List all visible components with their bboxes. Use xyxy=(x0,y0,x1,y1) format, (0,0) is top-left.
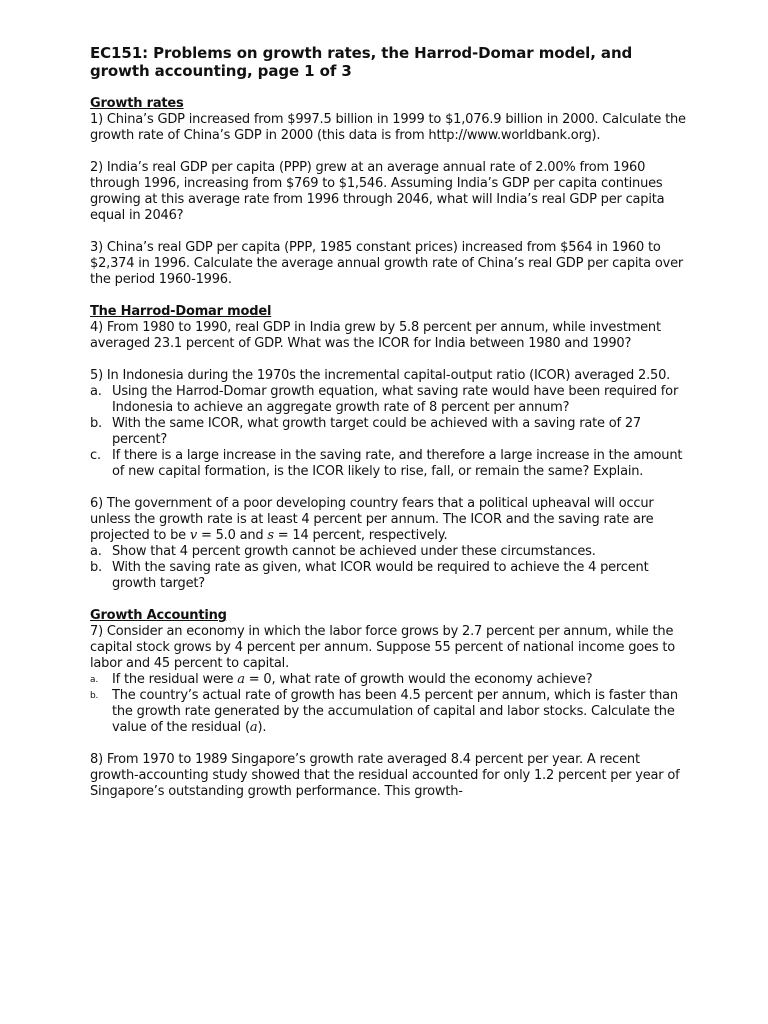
saving-rate-symbol: s xyxy=(267,528,274,543)
question-6a xyxy=(90,544,690,560)
question-8: 8) From 1970 to 1989 Singapore’s growth rate averaged 8.4 percent per year. A recent growth-accounting study showed that the residual accounted for only 1.2 percent per year of Singapore’s outstanding growth performance. This growth- xyxy=(90,752,680,799)
option-text-part: = 0, what rate of growth would the economy achieve? xyxy=(244,672,593,687)
option-label: b. xyxy=(90,416,102,431)
question-5a xyxy=(90,384,690,416)
question-4: 4) From 1980 to 1990, real GDP in India grew by 5.8 percent per annum, while investment averaged 23.1 percent of GDP. What was the ICOR for India between 1980 and 1990? xyxy=(90,320,661,351)
document-body xyxy=(90,44,690,800)
option-text: With the saving rate as given, what ICOR would be required to achieve the 4 percent growth target? xyxy=(112,560,649,591)
option-text xyxy=(112,688,690,736)
option-text-part: The country’s actual rate of growth has been 4.5 percent per annum, which is faster than the growth rate generated by the accumulation of capital and labor stocks. Calculate the value of the residual ( xyxy=(112,688,678,735)
option-label: a. xyxy=(90,544,102,559)
option-text: Using the Harrod-Domar growth equation, what saving rate would have been required for Indonesia to achieve an aggregate growth rate of 8 percent per annum? xyxy=(112,384,679,415)
option-text: With the same ICOR, what growth target could be achieved with a saving rate of 27 percent? xyxy=(112,416,641,447)
question-6-text: 6) The government of a poor developing country fears that a political upheaval will occur unless the growth rate is at least 4 percent per annum. The ICOR and the saving rate are projected to be xyxy=(90,496,654,543)
question-7b xyxy=(90,688,690,736)
question-5b xyxy=(90,416,690,448)
question-6-intro xyxy=(90,496,690,544)
question-5-intro: 5) In Indonesia during the 1970s the incremental capital-output ratio (ICOR) averaged 2.50. xyxy=(90,368,671,383)
residual-symbol: a xyxy=(237,672,245,687)
question-6b xyxy=(90,560,690,592)
question-5c xyxy=(90,448,690,480)
option-label: c. xyxy=(90,448,101,463)
residual-symbol: a xyxy=(249,720,258,735)
question-7-intro: 7) Consider an economy in which the labor force grows by 2.7 percent per annum, while the capital stock grows by 4 percent per annum. Suppose 55 percent of national income goes to labor and 45 percent to capital. xyxy=(90,624,675,671)
page-title: EC151: Problems on growth rates, the Harrod-Domar model, and growth accounting, page 1 of 3 xyxy=(90,44,633,80)
option-text: If there is a large increase in the saving rate, and therefore a large increase in the amount of new capital formation, is the ICOR likely to rise, fall, or remain the same? Explain. xyxy=(112,448,683,479)
icor-symbol: v xyxy=(189,528,198,543)
option-label: a. xyxy=(90,675,98,685)
icor-value: = 5.0 and xyxy=(197,528,268,543)
option-label: a. xyxy=(90,384,102,399)
question-7a xyxy=(90,672,690,688)
option-text-part: If the residual were xyxy=(112,672,238,687)
option-label: b. xyxy=(90,560,102,575)
option-text-part: ). xyxy=(257,720,267,735)
section-heading-growth-rates: Growth rates xyxy=(90,96,184,111)
option-text: Show that 4 percent growth cannot be achieved under these circumstances. xyxy=(112,544,596,559)
question-1: 1) China’s GDP increased from $997.5 billion in 1999 to $1,076.9 billion in 2000. Calculate the growth rate of China’s GDP in 2000 (this data is from http://www.worldbank.org). xyxy=(90,112,686,143)
section-heading-growth-accounting: Growth Accounting xyxy=(90,608,227,623)
option-label: b. xyxy=(90,691,99,701)
saving-rate-value: = 14 percent, respectively. xyxy=(273,528,448,543)
section-heading-harrod-domar: The Harrod-Domar model xyxy=(90,304,272,319)
question-3: 3) China’s real GDP per capita (PPP, 1985 constant prices) increased from $564 in 1960 to $2,374 in 1996. Calculate the average annual growth rate of China’s real GDP per capita over the period 1960-1996. xyxy=(90,240,684,287)
question-2: 2) India’s real GDP per capita (PPP) grew at an average annual rate of 2.00% from 1960 through 1996, increasing from $769 to $1,546. Assuming India’s GDP per capita continues growing at this average rate from 1996 through 2046, what will India’s real GDP per capita equal in 2046? xyxy=(90,160,665,223)
option-text xyxy=(112,672,690,688)
